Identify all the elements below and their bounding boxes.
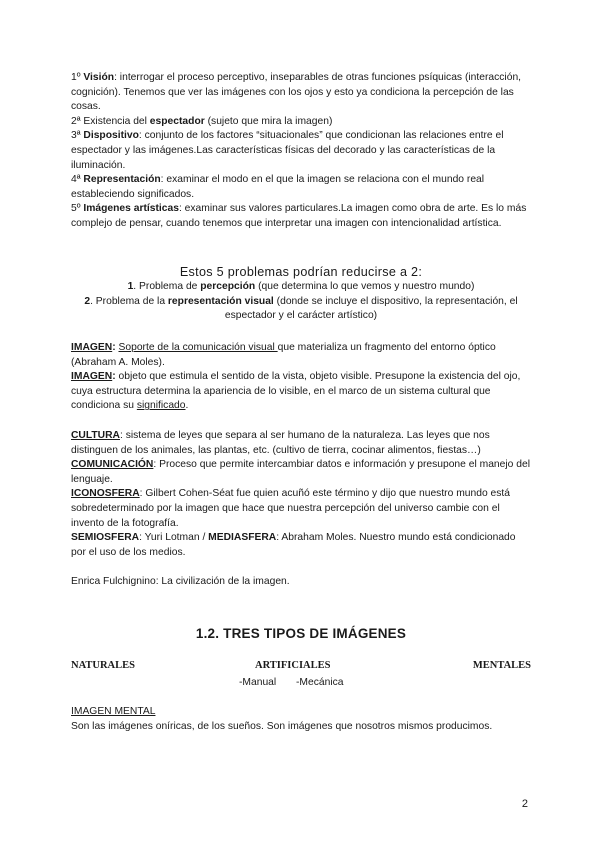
type-mentales: MENTALES	[472, 660, 531, 671]
section-heading: 1.2. TRES TIPOS DE IMÁGENES	[195, 626, 407, 641]
reduce-block	[71, 264, 531, 324]
page-number: 2	[521, 798, 528, 810]
imagen-definitions	[71, 341, 531, 414]
reduce-problem-1: 1. Problema de percepción (que determina lo que vemos y nuestro mundo)	[127, 281, 475, 292]
image-types	[71, 659, 531, 695]
imagen-mental-text: Son las imágenes oníricas, de los sueños. Son imágenes que nosotros mismos producimos.	[71, 720, 493, 732]
problem-representacion: 4ª Representación: examinar el modo en el que la imagen se relaciona con el mundo real estableciendo significados.	[71, 174, 485, 200]
fulchignino-line	[71, 575, 531, 590]
type-artificiales: ARTIFICIALES	[255, 660, 331, 671]
section-title	[71, 627, 531, 642]
type-naturales: NATURALES	[71, 660, 135, 671]
term-semiosfera: SEMIOSFERA: Yuri Lotman / MEDIASFERA: Abraham Moles. Nuestro mundo está condicionado por el uso de los medios.	[71, 532, 516, 558]
problem-imagenes-artisticas: 5º Imágenes artísticas: examinar sus valores particulares.La imagen como obra de arte. Es lo más complejo de pensar, cuando tenemos que interpretar una imagen con intencionalidad artística.	[71, 203, 527, 229]
artificial-manual: -Manual	[239, 677, 277, 688]
imagen-mental-heading: IMAGEN MENTAL	[71, 706, 156, 717]
imagen-mental-block	[71, 705, 531, 734]
fulchignino-text: Enrica Fulchignino: La civilización de la imagen.	[71, 576, 290, 587]
problems-list	[71, 71, 531, 232]
problem-dispositivo: 3ª Dispositivo: conjunto de los factores “situacionales” que condicionan las relaciones entre el espectador y las imágenes.Las características físicas del decorado y las características de la iluminación.	[71, 130, 504, 171]
terms-block	[71, 429, 531, 560]
reduce-problem-2: 2. Problema de la representación visual (donde se incluye el dispositivo, la representación, el espectador y el carácter artístico)	[84, 295, 518, 322]
artificial-mecanica: -Mecánica	[296, 677, 344, 688]
problem-vision: 1º Visión: interrogar el proceso perceptivo, inseparables de otras funciones psíquicas (interacción, cognición). Tenemos que ver las imágenes con los ojos y esto ya condiciona la percepción de las cosas.	[71, 72, 522, 113]
problem-espectador: 2ª Existencia del espectador (sujeto que mira la imagen)	[71, 115, 333, 127]
imagen-definition-2: IMAGEN: objeto que estimula el sentido de la vista, objeto visible. Presupone la existencia del ojo, cuya estructura determina la apariencia de lo visible, en el marco de un sistema cultural que condiciona su significado.	[71, 371, 521, 412]
reduce-heading: Estos 5 problemas podrían reducirse a 2:	[179, 265, 423, 279]
term-comunicacion: COMUNICACIÓN: Proceso que permite intercambiar datos e información y presupone el manejo del lenguaje.	[71, 459, 530, 485]
imagen-definition-1: IMAGEN: Soporte de la comunicación visual que materializa un fragmento del entorno óptico (Abraham A. Moles).	[71, 342, 496, 368]
term-cultura: CULTURA: sistema de leyes que separa al ser humano de la naturaleza. Las leyes que nos distinguen de los animales, las plantas, etc. (cultivo de tierra, cocinar alimentos, fiestas…)	[71, 430, 490, 456]
term-iconosfera: ICONOSFERA: Gilbert Cohen-Séat fue quien acuñó este término y dijo que nuestro mundo está sobredeterminado por la imagen que hace que nuestra percepción del universo cambie con el invento de la fotografía.	[71, 488, 510, 529]
